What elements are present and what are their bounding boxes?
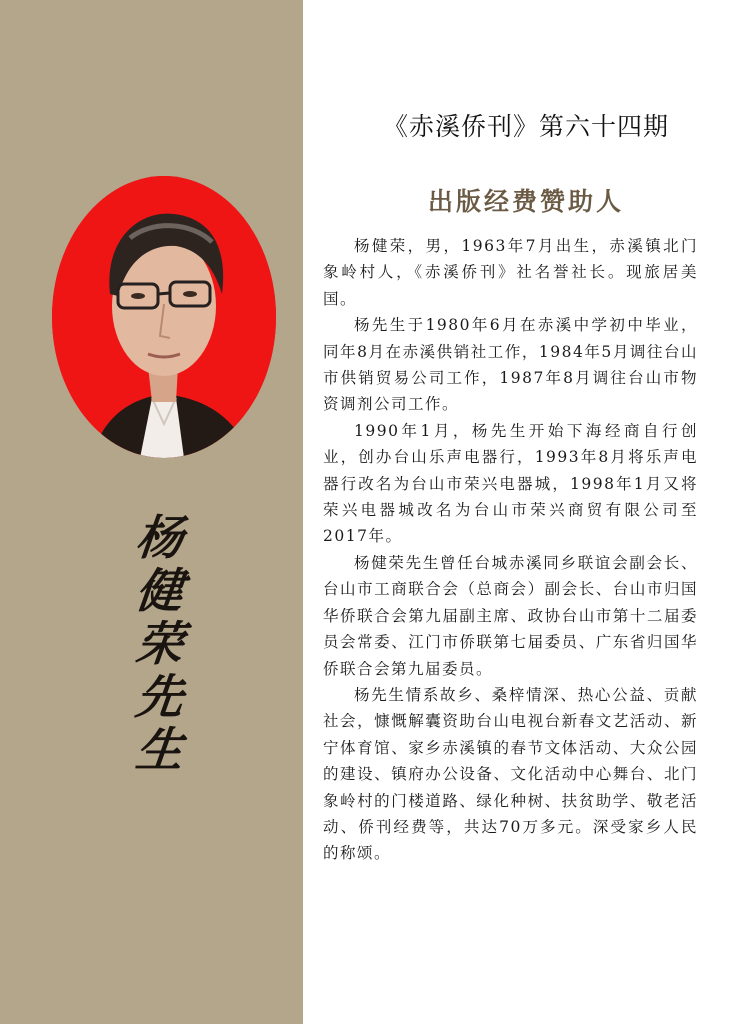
- portrait-illustration: [52, 176, 276, 458]
- signature-char: 杨: [132, 511, 186, 566]
- paragraph: 杨健荣，男，1963年7月出生，赤溪镇北门象岭村人，《赤溪侨刊》社名誉社长。现旅居美国。: [323, 237, 698, 308]
- issue-title: 《赤溪侨刊》第六十四期: [382, 112, 669, 141]
- paragraph: 杨先生于1980年6月在赤溪中学初中毕业，同年8月在赤溪供销社工作，1984年5月调往台山市供销贸易公司工作，1987年8月调往台山市物资调剂公司工作。: [323, 316, 698, 414]
- paragraph: 杨先生情系故乡、桑梓情深、热心公益、贡献社会，慷慨解囊资助台山电视台新春文艺活动、新宁体育馆、家乡赤溪镇的春节文体活动、大众公园的建设、镇府办公设备、文化活动中心舞台、北门象岭村的门楼道路、绿化种树、扶贫助学、敬老活动、侨刊经费等，共达70万多元。深受家乡人民的称颂。: [323, 685, 698, 863]
- section-title: 出版经费赞助人: [427, 187, 624, 216]
- left-panel: [0, 0, 303, 1024]
- signature-char: 先: [132, 670, 186, 725]
- article-panel: [303, 0, 749, 1024]
- signature-char: 健: [132, 564, 186, 619]
- article-body: [323, 233, 698, 867]
- signature-char: 生: [132, 723, 186, 778]
- signature: [124, 512, 194, 777]
- portrait-photo: [52, 176, 276, 458]
- signature-char: 荣: [132, 617, 186, 672]
- paragraph: 1990年1月，杨先生开始下海经商自行创业，创办台山乐声电器行，1993年8月将乐声电器行改名为台山市荣兴电器城，1998年1月又将荣兴电器城改名为台山市荣兴商贸有限公司至2017年。: [323, 421, 698, 546]
- paragraph: 杨健荣先生曾任台城赤溪同乡联谊会副会长、台山市工商联合会（总商会）副会长、台山市归国华侨联合会第九届副主席、政协台山市第十二届委员会常委、江门市侨联第七届委员、广东省归国华侨联合会第九届委员。: [323, 553, 698, 678]
